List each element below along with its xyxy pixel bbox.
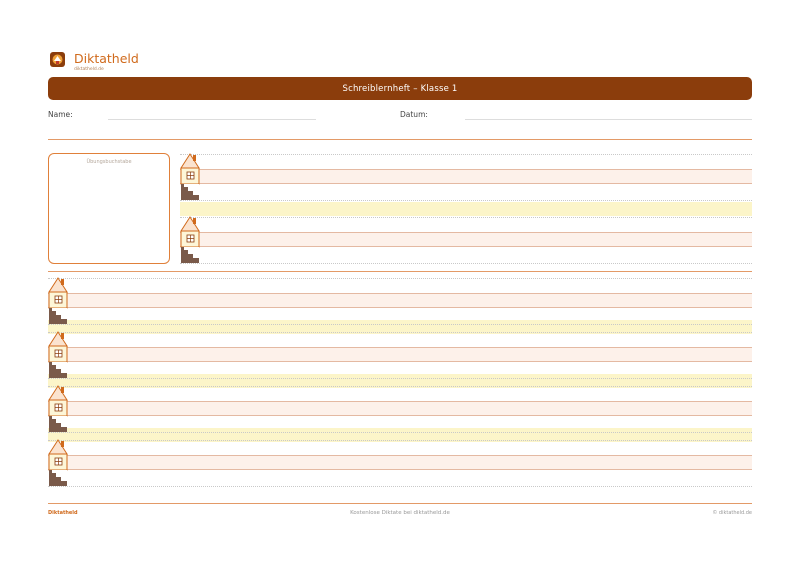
practice-box-label: Übungsbuchstabe bbox=[86, 159, 132, 165]
name-label: Name: bbox=[48, 110, 73, 119]
writing-row[interactable] bbox=[48, 278, 752, 332]
name-field[interactable] bbox=[108, 119, 316, 120]
footer-brand: Diktatheld bbox=[48, 510, 78, 516]
brand-name: Diktatheld bbox=[74, 51, 139, 66]
divider bbox=[48, 139, 752, 140]
house-icon bbox=[48, 277, 71, 322]
title-bar bbox=[48, 77, 752, 100]
house-icon bbox=[180, 153, 203, 198]
writing-row[interactable] bbox=[48, 386, 752, 440]
logo-icon bbox=[50, 52, 65, 67]
date-field[interactable] bbox=[465, 119, 752, 120]
house-icon bbox=[180, 216, 203, 261]
footer-copyright: © diktatheld.de bbox=[712, 510, 752, 516]
divider bbox=[48, 271, 752, 272]
footer-divider bbox=[48, 503, 752, 504]
brand-url: diktatheld.de bbox=[74, 67, 104, 72]
date-label: Datum: bbox=[400, 110, 428, 119]
page-title: Schreiblernheft – Klasse 1 bbox=[342, 83, 458, 94]
house-icon bbox=[48, 331, 71, 376]
writing-row[interactable] bbox=[180, 154, 752, 208]
writing-row[interactable] bbox=[180, 217, 752, 271]
writing-row[interactable] bbox=[48, 332, 752, 386]
house-icon bbox=[48, 385, 71, 430]
footer-tagline: Kostenlose Diktate bei diktatheld.de bbox=[350, 510, 450, 516]
practice-letter-box[interactable] bbox=[48, 153, 170, 264]
writing-row[interactable] bbox=[48, 440, 752, 494]
house-icon bbox=[48, 439, 71, 484]
